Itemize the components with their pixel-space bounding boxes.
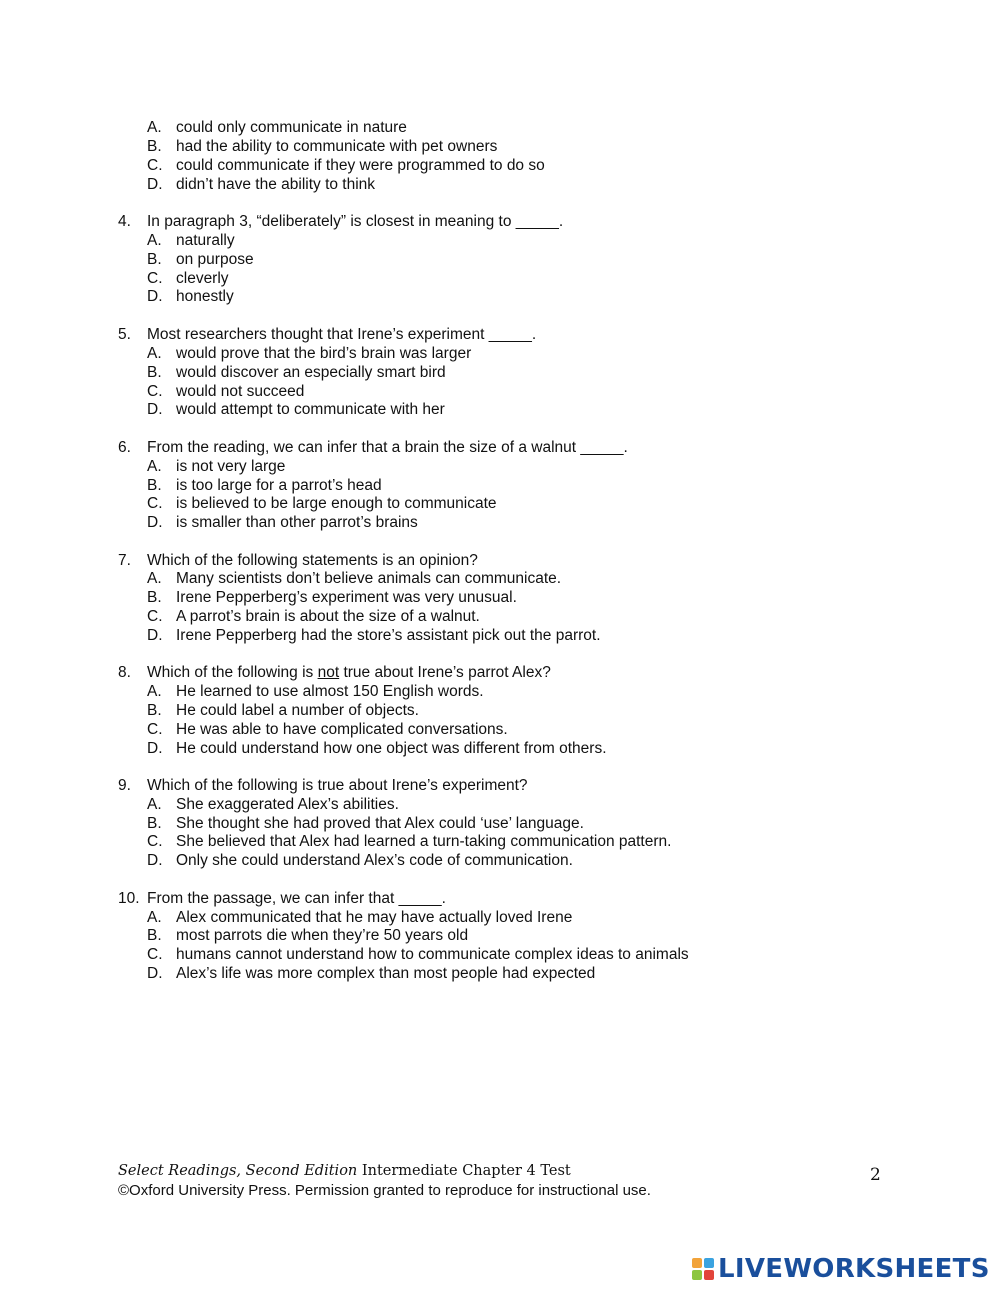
logo-square-icon: [692, 1270, 702, 1280]
option-label: C.: [147, 721, 163, 738]
option-text: most parrots die when they’re 50 years old: [176, 927, 469, 944]
question-number: 8.: [118, 664, 131, 681]
option-text: would discover an especially smart bird: [176, 364, 446, 381]
option-label: C.: [147, 946, 163, 963]
option-label: C.: [147, 157, 163, 174]
option-text: Alex communicated that he may have actually loved Irene: [176, 909, 573, 926]
option-text: cleverly: [176, 270, 229, 287]
logo-square-icon: [704, 1270, 714, 1280]
footer-book-title-rest: Intermediate Chapter 4 Test: [357, 1163, 571, 1179]
option-text: He learned to use almost 150 English words.: [176, 683, 484, 700]
option-label: A.: [147, 232, 162, 249]
option-label: D.: [147, 852, 163, 869]
option-text: Irene Pepperberg’s experiment was very unusual.: [176, 589, 517, 606]
option-label: D.: [147, 176, 163, 193]
option-text: humans cannot understand how to communicate complex ideas to animals: [176, 946, 689, 963]
option-label: C.: [147, 270, 163, 287]
page-number: 2: [870, 1165, 881, 1185]
question-text-after: true about Irene’s parrot Alex?: [339, 664, 551, 681]
option-text: would not succeed: [176, 383, 305, 400]
option-label: D.: [147, 965, 163, 982]
option-label: B.: [147, 364, 162, 381]
liveworksheets-icon: [692, 1258, 714, 1280]
option-label: A.: [147, 683, 162, 700]
option-text: She believed that Alex had learned a turn-taking communication pattern.: [176, 833, 672, 850]
option-label: B.: [147, 251, 162, 268]
option-text: would prove that the bird’s brain was larger: [176, 345, 472, 362]
question-text: Which of the following is true about Irene’s experiment?: [147, 777, 528, 794]
liveworksheets-wordmark: LIVEWORKSHEETS: [718, 1254, 990, 1284]
question-text-underlined: not: [317, 664, 340, 681]
option-label: A.: [147, 119, 162, 136]
question-text: In paragraph 3, “deliberately” is closest in meaning to _____.: [147, 213, 564, 230]
liveworksheets-logo[interactable]: [692, 1254, 990, 1284]
option-label: B.: [147, 589, 162, 606]
option-label: A.: [147, 796, 162, 813]
question-number: 7.: [118, 552, 131, 569]
option-text: would attempt to communicate with her: [176, 401, 445, 418]
logo-square-icon: [692, 1258, 702, 1268]
option-label: B.: [147, 927, 162, 944]
option-label: D.: [147, 627, 163, 644]
option-label: D.: [147, 514, 163, 531]
option-text: Alex’s life was more complex than most people had expected: [176, 965, 596, 982]
option-label: A.: [147, 909, 162, 926]
option-label: A.: [147, 570, 162, 587]
option-label: B.: [147, 138, 162, 155]
question-text: [147, 663, 551, 682]
question-text: From the passage, we can infer that _____.: [147, 890, 446, 907]
option-text: is not very large: [176, 458, 286, 475]
option-label: B.: [147, 815, 162, 832]
question-number: 9.: [118, 777, 131, 794]
option-text: honestly: [176, 288, 234, 305]
option-text: Only she could understand Alex’s code of communication.: [176, 852, 573, 869]
option-text: Irene Pepperberg had the store’s assistant pick out the parrot.: [176, 627, 601, 644]
option-text: didn’t have the ability to think: [176, 176, 376, 193]
logo-square-icon: [704, 1258, 714, 1268]
option-text: naturally: [176, 232, 235, 249]
option-text: is smaller than other parrot’s brains: [176, 514, 418, 531]
question-text: From the reading, we can infer that a brain the size of a walnut _____.: [147, 439, 628, 456]
footer-book-title: [118, 1163, 571, 1179]
option-text: could only communicate in nature: [176, 119, 407, 136]
option-text: had the ability to communicate with pet owners: [176, 138, 498, 155]
option-label: D.: [147, 740, 163, 757]
option-text: is believed to be large enough to communicate: [176, 495, 497, 512]
option-text: She exaggerated Alex’s abilities.: [176, 796, 399, 813]
option-label: D.: [147, 288, 163, 305]
option-label: B.: [147, 702, 162, 719]
option-label: C.: [147, 495, 163, 512]
option-label: C.: [147, 833, 163, 850]
question-number: 5.: [118, 326, 131, 343]
footer-copyright: ©Oxford University Press. Permission granted to reproduce for instructional use.: [118, 1182, 651, 1199]
option-text: Many scientists don’t believe animals can communicate.: [176, 570, 562, 587]
option-text: on purpose: [176, 251, 254, 268]
question-text-before: Which of the following is: [147, 664, 318, 681]
question-number: 10.: [118, 890, 140, 907]
option-label: A.: [147, 458, 162, 475]
question-text: Most researchers thought that Irene’s experiment _____.: [147, 326, 537, 343]
option-label: A.: [147, 345, 162, 362]
option-text: He could understand how one object was different from others.: [176, 740, 607, 757]
question-number: 4.: [118, 213, 131, 230]
option-text: He could label a number of objects.: [176, 702, 419, 719]
footer-book-title-italic: Select Readings, Second Edition: [118, 1163, 358, 1179]
question-number: 6.: [118, 439, 131, 456]
option-label: C.: [147, 383, 163, 400]
option-text: A parrot’s brain is about the size of a walnut.: [176, 608, 480, 625]
option-label: C.: [147, 608, 163, 625]
option-label: D.: [147, 401, 163, 418]
question-text: Which of the following statements is an opinion?: [147, 552, 478, 569]
option-text: He was able to have complicated conversations.: [176, 721, 508, 738]
option-text: is too large for a parrot’s head: [176, 477, 382, 494]
option-label: B.: [147, 477, 162, 494]
option-text: She thought she had proved that Alex could ‘use’ language.: [176, 815, 584, 832]
option-text: could communicate if they were programmed to do so: [176, 157, 545, 174]
